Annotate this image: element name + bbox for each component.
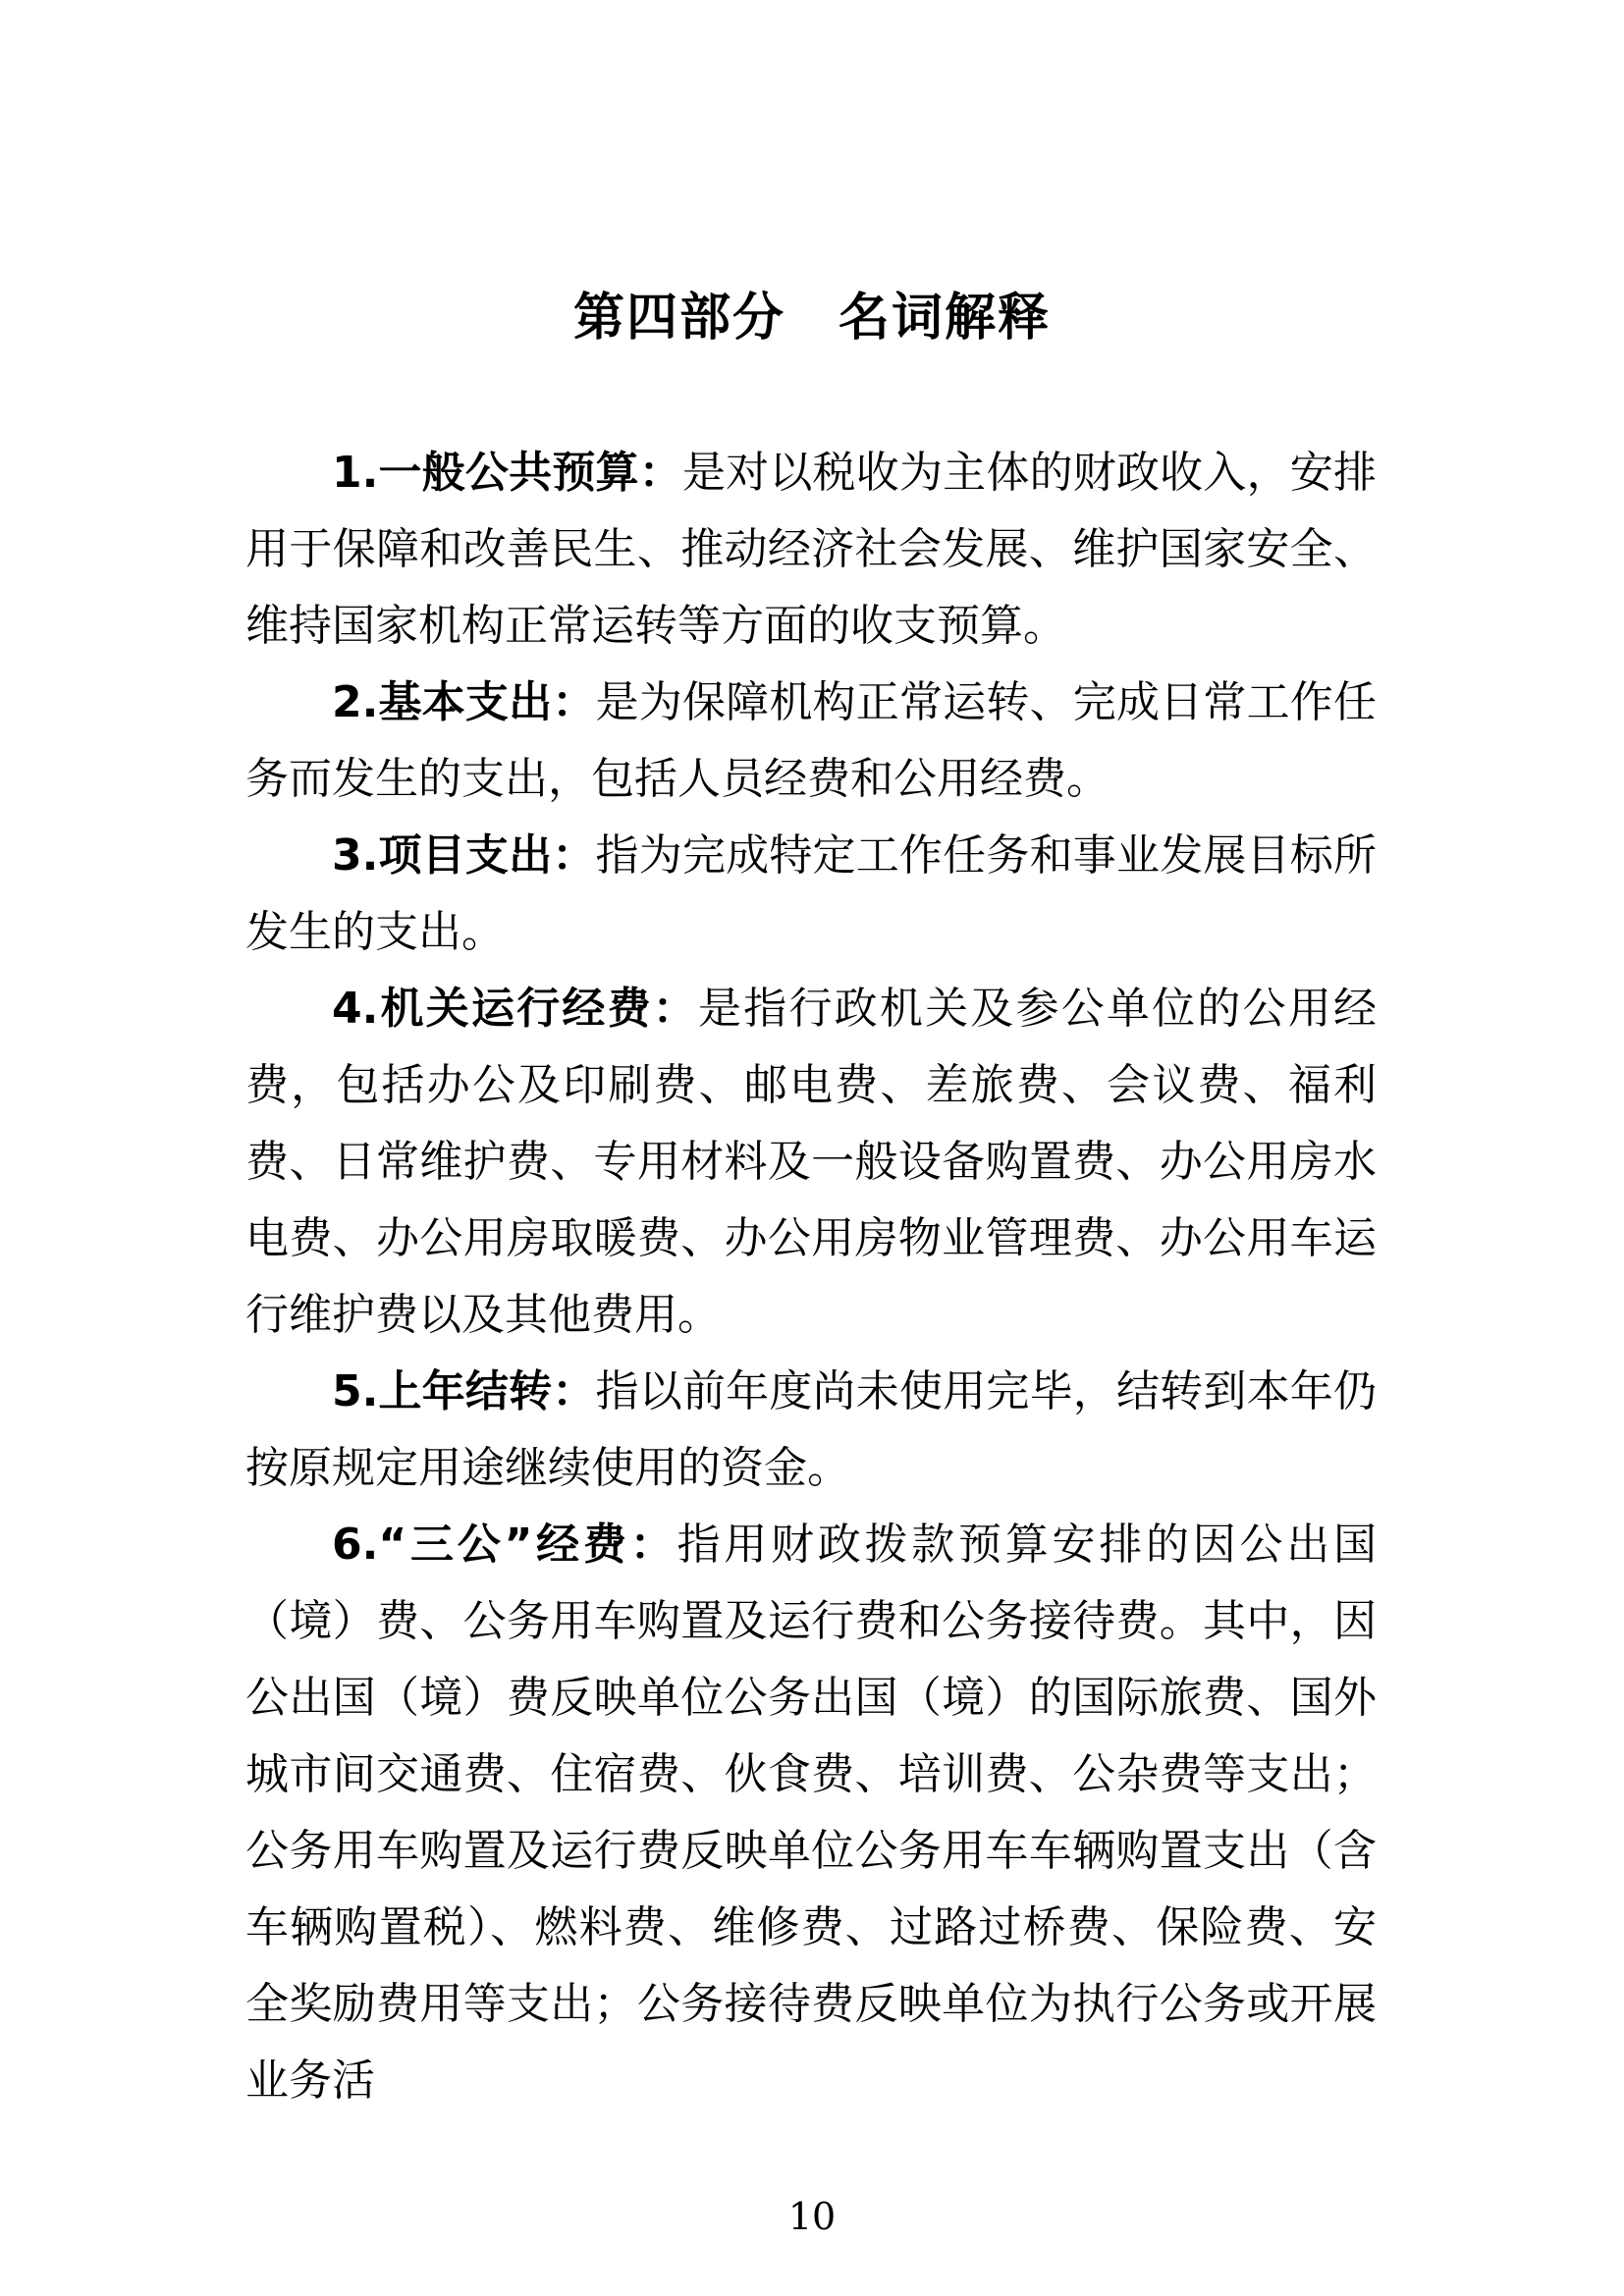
definition-paragraph-2: [245, 665, 1377, 818]
term-label-3: 3.项目支出：: [332, 830, 596, 881]
document-body: [245, 435, 1377, 2119]
definition-paragraph-4: [245, 971, 1377, 1354]
definition-paragraph-1: [245, 435, 1377, 665]
term-label-2: 2.基本支出：: [332, 677, 596, 727]
term-definition-1: 是对以税收为主体的财政收入，安排用于保障和改善民生、推动经济社会发展、维护国家安全、维持国家机构正常运转等方面的收支预算。: [245, 448, 1377, 651]
section-title: 第四部分 名词解释: [572, 288, 1051, 347]
term-label-6: 6.“三公”经费：: [332, 1520, 677, 1570]
term-label-1: 1.一般公共预算：: [332, 448, 682, 498]
term-definition-6: 指用财政拨款预算安排的因公出国（境）费、公务用车购置及运行费和公务接待费。其中，因公出国（境）费反映单位公务出国（境）的国际旅费、国外城市间交通费、住宿费、伙食费、培训费、公杂费等支出；公务用车购置及运行费反映单位公务用车车辆购置支出（含车辆购置税）、燃料费、维修费、过路过桥费、保险费、安全奖励费用等支出；公务接待费反映单位为执行公务或开展业务活: [245, 1520, 1378, 2106]
term-definition-4: 是指行政机关及参公单位的公用经费，包括办公及印刷费、邮电费、差旅费、会议费、福利费、日常维护费、专用材料及一般设备购置费、办公用房水电费、办公用房取暖费、办公用房物业管理费、办公用车运行维护费以及其他费用。: [245, 984, 1377, 1340]
term-label-5: 5.上年结转：: [332, 1366, 596, 1416]
term-label-4: 4.机关运行经费：: [332, 984, 699, 1034]
term-definition-3: 指为完成特定工作任务和事业发展目标所发生的支出。: [245, 830, 1377, 957]
definition-paragraph-6: [245, 1507, 1377, 2119]
definition-paragraph-5: [245, 1354, 1377, 1507]
definition-paragraph-3: [245, 818, 1377, 971]
page-number: 10: [787, 2195, 837, 2238]
term-definition-2: 是为保障机构正常运转、完成日常工作任务而发生的支出，包括人员经费和公用经费。: [245, 677, 1377, 804]
term-definition-5: 指以前年度尚未使用完毕，结转到本年仍按原规定用途继续使用的资金。: [245, 1366, 1377, 1493]
